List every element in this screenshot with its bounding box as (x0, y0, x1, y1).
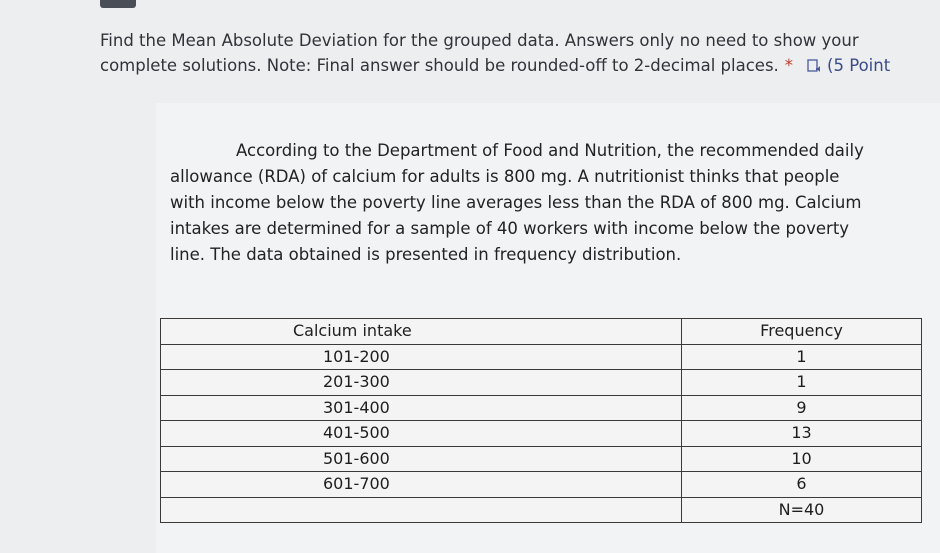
calcium-intake-cell: 601-700 (161, 472, 682, 498)
table-row (161, 395, 922, 421)
calcium-intake-cell: 201-300 (161, 370, 682, 396)
passage-line: allowance (RDA) of calcium for adults is 800 mg. A nutritionist thinks that people (170, 167, 840, 186)
passage-line: with income below the poverty line averages less than the RDA of 800 mg. Calcium (170, 193, 862, 212)
calcium-intake-cell: 501-600 (161, 446, 682, 472)
table-row (161, 472, 922, 498)
table-row (161, 344, 922, 370)
calcium-intake-cell: 101-200 (161, 344, 682, 370)
question-prompt (100, 28, 940, 78)
top-tab (100, 0, 136, 8)
frequency-table (160, 318, 922, 523)
table-row (161, 446, 922, 472)
frequency-cell: 6 (682, 472, 922, 498)
immersive-reader-icon[interactable] (807, 55, 821, 69)
required-mark: * (784, 56, 794, 75)
passage-line: According to the Department of Food and Nutrition, the recommended daily (236, 141, 864, 160)
header-frequency: Frequency (682, 319, 922, 345)
calcium-intake-cell: 401-500 (161, 421, 682, 447)
frequency-cell: 1 (682, 370, 922, 396)
question-line-2-text: complete solutions. Note: Final answer should be rounded-off to 2-decimal places. (100, 56, 779, 75)
passage-line: intakes are determined for a sample of 40 workers with income below the poverty (170, 219, 850, 238)
frequency-cell: 1 (682, 344, 922, 370)
table-row (161, 370, 922, 396)
frequency-cell: 13 (682, 421, 922, 447)
frequency-cell: 10 (682, 446, 922, 472)
calcium-intake-cell (161, 497, 682, 523)
passage (170, 138, 930, 268)
question-line-1: Find the Mean Absolute Deviation for the grouped data. Answers only no need to show your (100, 31, 859, 50)
table-header-row (161, 319, 922, 345)
passage-line: line. The data obtained is presented in frequency distribution. (170, 245, 682, 264)
question-line-2 (100, 53, 940, 78)
table-row (161, 421, 922, 447)
table-total-row (161, 497, 922, 523)
frequency-cell: 9 (682, 395, 922, 421)
total-frequency-cell: N=40 (682, 497, 922, 523)
points-label: (5 Point (827, 56, 891, 75)
calcium-intake-cell: 301-400 (161, 395, 682, 421)
header-calcium-intake: Calcium intake (161, 319, 682, 345)
